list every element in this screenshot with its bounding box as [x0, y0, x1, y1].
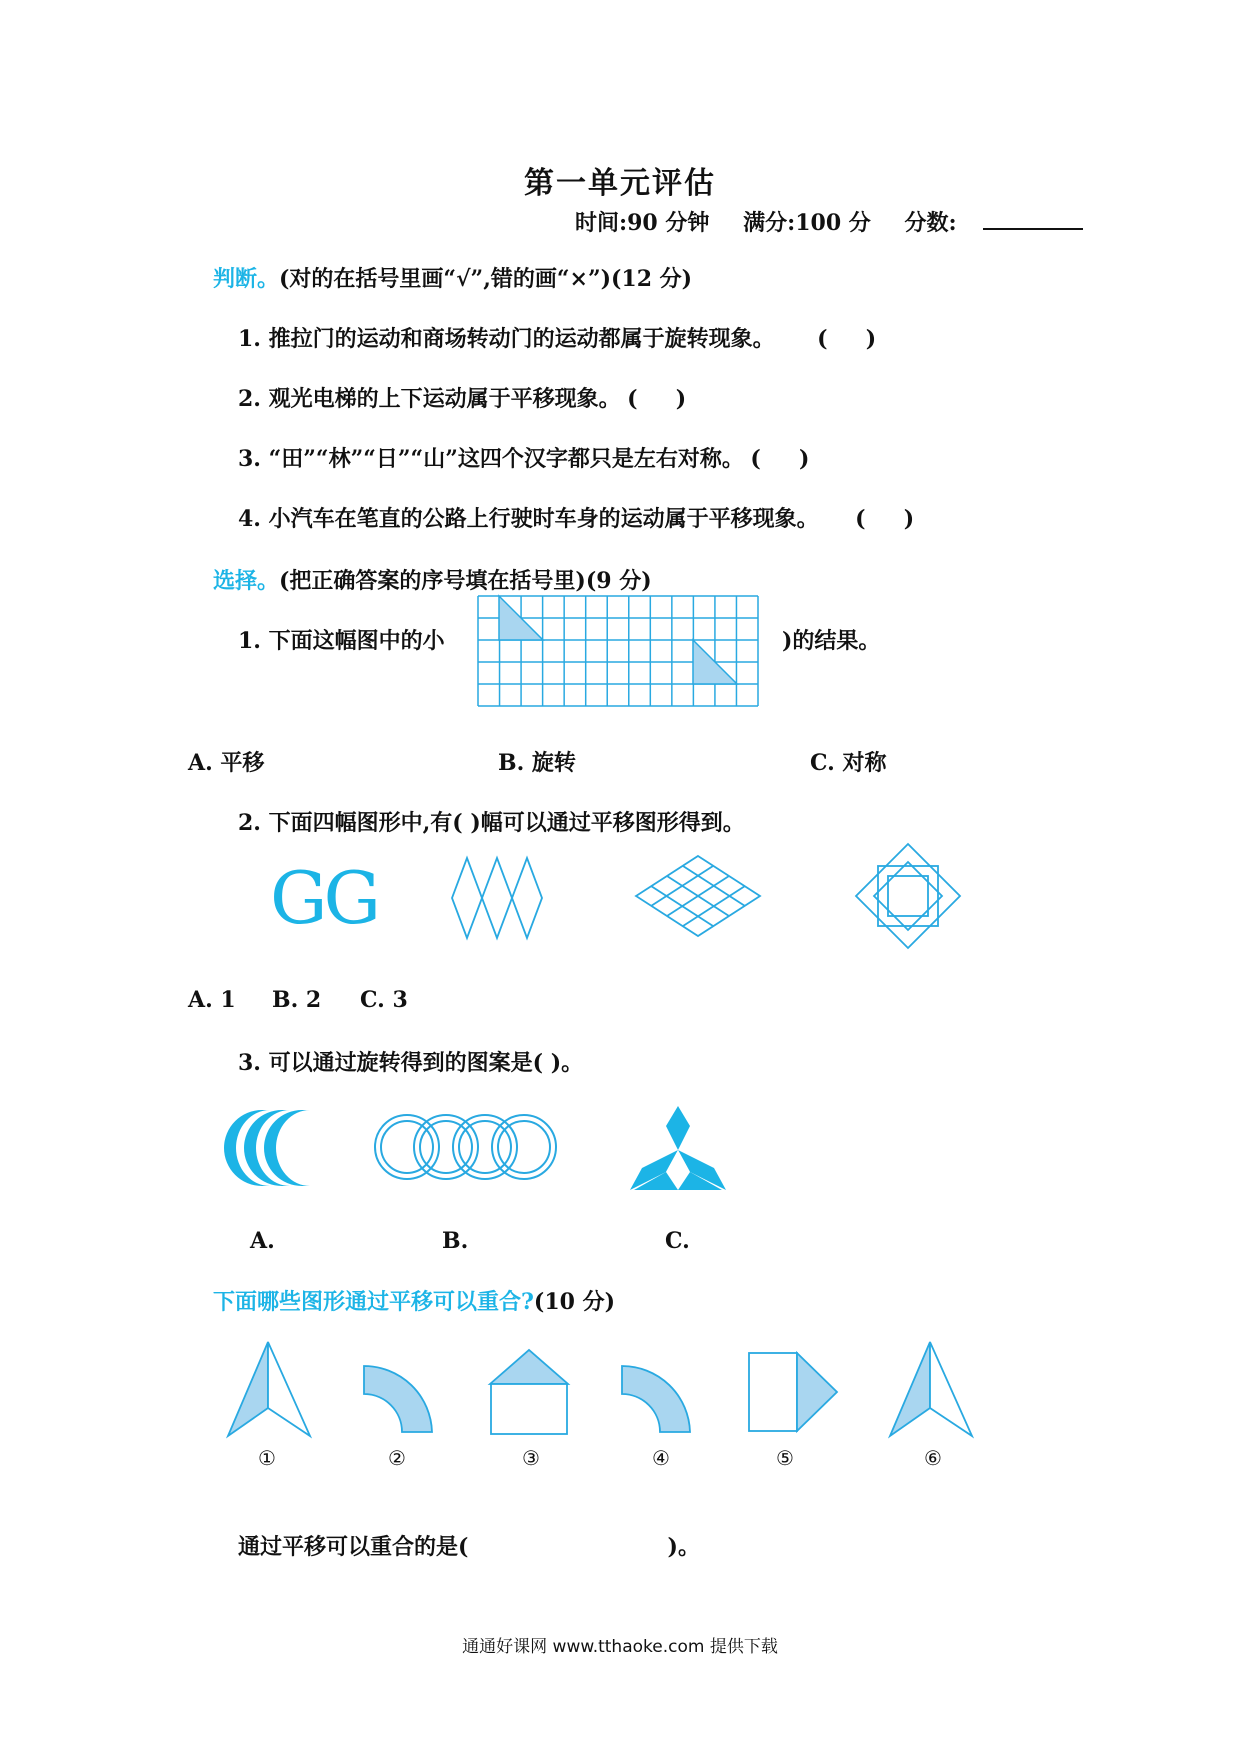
- section-choice-instruction: (把正确答案的序号填在括号里)(9 分): [279, 568, 652, 594]
- arcs-figure: [222, 1106, 314, 1190]
- answer-paren[interactable]: ( ): [817, 326, 877, 352]
- shape-label-6: ⑥: [924, 1446, 942, 1470]
- answer-paren[interactable]: ( ): [750, 446, 810, 472]
- time-limit: 时间:90 分钟: [575, 210, 710, 236]
- score-blank[interactable]: [983, 228, 1083, 230]
- judge-item-2: [238, 382, 687, 413]
- answer-paren[interactable]: ( ): [855, 506, 915, 532]
- shape-label-5: ⑤: [776, 1446, 794, 1470]
- shape-2-arc: [362, 1364, 434, 1434]
- choice-q1-post: )的结果。: [782, 628, 881, 654]
- score-label: 分数:: [904, 210, 957, 236]
- section-choice-heading: [213, 564, 652, 595]
- three-diamond-figure: [630, 1106, 726, 1190]
- section-judge-heading: [213, 262, 692, 293]
- footer-credit: 通通好课网 www.tthaoke.com 提供下载: [462, 1637, 778, 1657]
- judge-item-1: [238, 322, 877, 353]
- choice-q3: 3. 可以通过旋转得到的图案是( )。: [238, 1050, 584, 1076]
- q3-option-b[interactable]: B.: [442, 1228, 469, 1254]
- judge-item-text: 2. 观光电梯的上下运动属于平移现象。: [238, 386, 621, 412]
- section-choice-label: 选择。: [213, 568, 280, 594]
- judge-item-text: 1. 推拉门的运动和商场转动门的运动都属于旋转现象。: [238, 326, 775, 352]
- mirrored-g-figure: [270, 858, 380, 938]
- choice-q1-pre: 1. 下面这幅图中的小: [238, 628, 445, 654]
- q2-option-c[interactable]: C. 3: [360, 987, 408, 1013]
- q2-option-b[interactable]: B. 2: [272, 987, 322, 1013]
- section-judge-label: 判断。: [213, 266, 280, 292]
- full-score: 满分:100 分: [743, 210, 871, 236]
- shape-6-arrowhead: [890, 1342, 972, 1436]
- shape-label-3: ③: [522, 1446, 540, 1470]
- q1-option-b[interactable]: B. 旋转: [498, 750, 576, 776]
- octagram-figure: [856, 844, 960, 948]
- q1-option-c[interactable]: C. 对称: [810, 750, 887, 776]
- grid-figure: [478, 596, 758, 706]
- answer-paren[interactable]: ( ): [627, 386, 687, 412]
- exam-meta: [575, 206, 1083, 237]
- q2-option-a[interactable]: A. 1: [188, 987, 236, 1013]
- judge-item-text: 3. “田”“林”“日”“山”这四个汉字都只是左右对称。: [238, 446, 744, 472]
- shape-5-pentagon: [748, 1352, 838, 1432]
- judge-item-4: [238, 502, 915, 533]
- shape-label-1: ①: [258, 1446, 276, 1470]
- shape-label-2: ②: [388, 1446, 406, 1470]
- shape-4-arc: [620, 1364, 692, 1434]
- translate-answer-line[interactable]: 通过平移可以重合的是( )。: [238, 1534, 700, 1560]
- section-judge-instruction: (对的在括号里画“√”,错的画“×”)(12 分): [279, 266, 693, 292]
- page-title: 第一单元评估: [524, 166, 716, 201]
- shape-label-4: ④: [652, 1446, 670, 1470]
- g-letter-pair: GG: [270, 856, 378, 940]
- four-rings-figure: [372, 1112, 560, 1182]
- shape-3-house: [490, 1348, 568, 1436]
- shape-1-arrowhead: [228, 1342, 310, 1436]
- judge-item-3: [238, 442, 810, 473]
- choice-q2: 2. 下面四幅图形中,有( )幅可以通过平移图形得到。: [238, 810, 745, 836]
- diamond-row-figure: [452, 858, 542, 938]
- q1-option-a[interactable]: A. 平移: [188, 750, 265, 776]
- judge-item-text: 4. 小汽车在笔直的公路上行驶时车身的运动属于平移现象。: [238, 506, 819, 532]
- rhombus-lattice-figure: [636, 856, 760, 936]
- section-translate-points: (10 分): [533, 1289, 615, 1315]
- section-translate-heading: [213, 1285, 615, 1316]
- section-translate-title: 下面哪些图形通过平移可以重合?: [213, 1289, 534, 1315]
- q3-option-a[interactable]: A.: [250, 1228, 275, 1254]
- q3-option-c[interactable]: C.: [665, 1228, 690, 1254]
